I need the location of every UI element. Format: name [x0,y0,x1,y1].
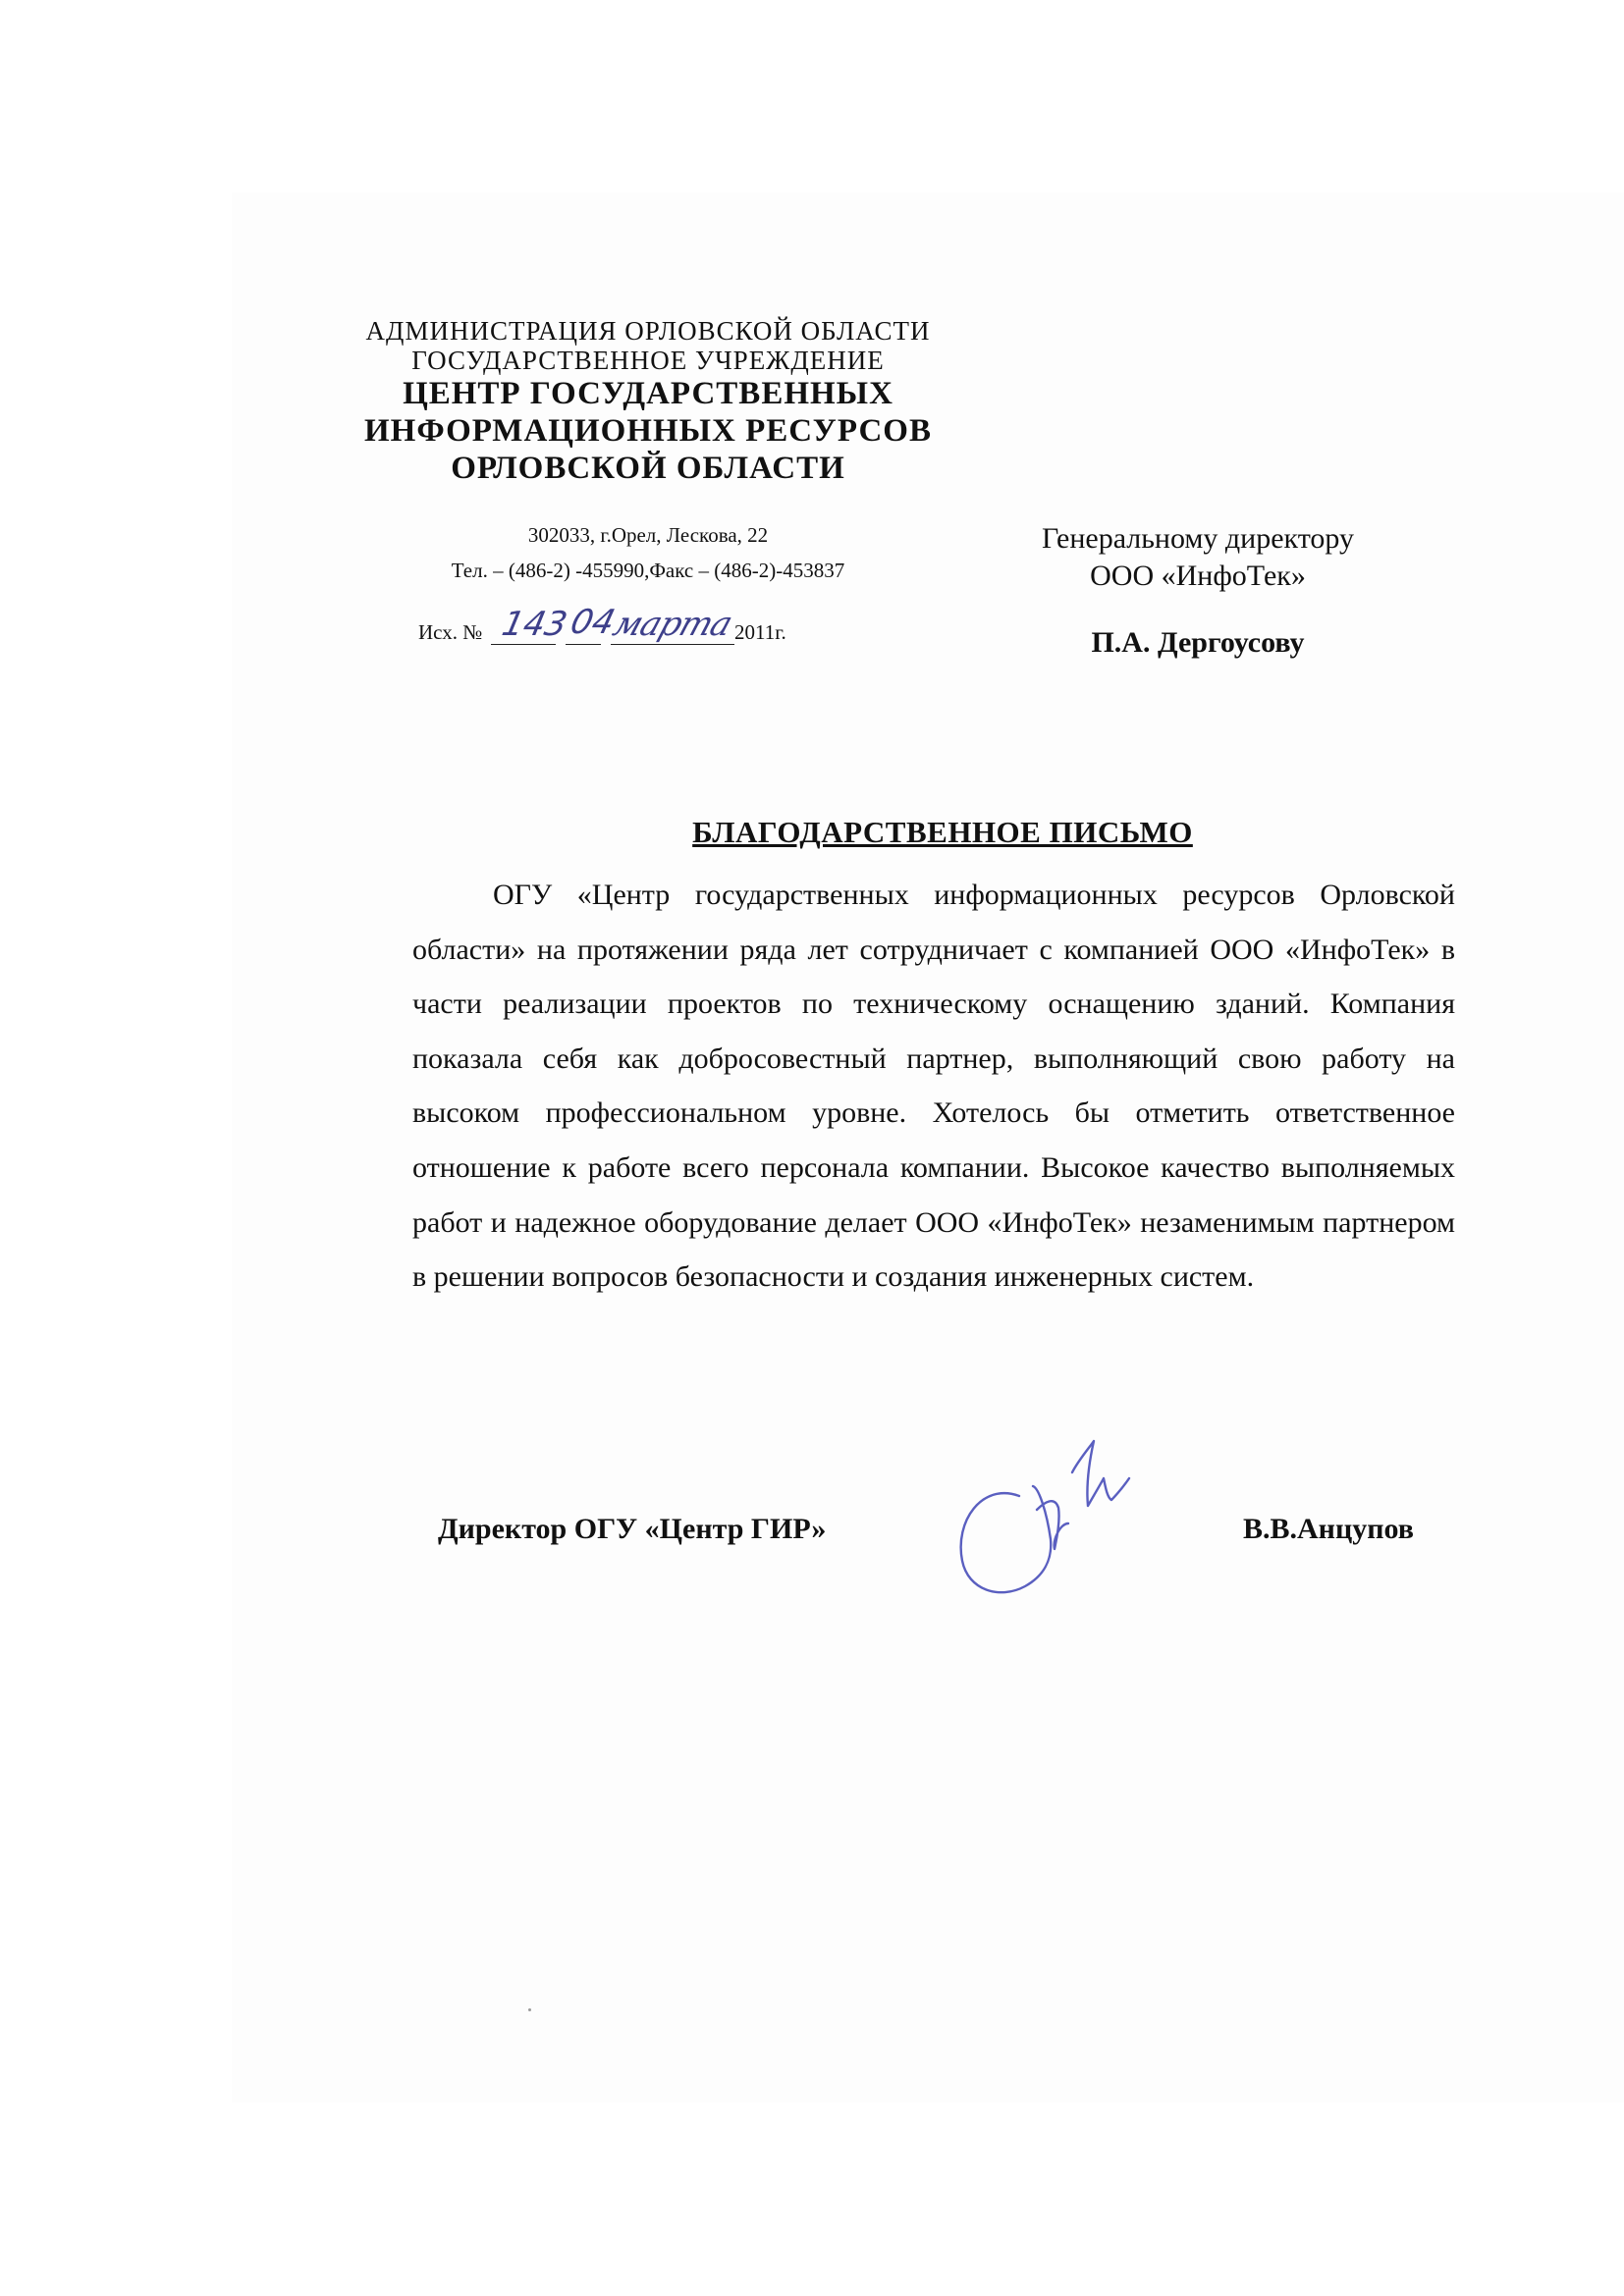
recipient-position: Генеральному директору [1041,522,1355,555]
outgoing-reference [418,603,890,648]
recipient-name: П.А. Дергоусову [1091,626,1305,659]
sender-phone-fax: Тел. – (486-2) -455990,Факс – (486-2)-453837 [451,559,845,582]
recipient-block [992,520,1404,662]
signatory-name: В.В.Анцупов [1243,1513,1414,1545]
month-underline [611,644,734,645]
sender-letterhead [334,316,962,487]
handwritten-signature [943,1414,1237,1629]
sender-address: 302033, г.Орел, Лескова, 22 [527,523,769,547]
sender-administration: АДМИНИСТРАЦИЯ ОРЛОВСКОЙ ОБЛАСТИ [365,316,931,346]
handwritten-number: 143 [498,605,571,644]
document-title: БЛАГОДАРСТВЕННОЕ ПИСЬМО [692,815,1193,849]
outgoing-label: Исх. № [418,620,483,644]
sender-org-name-line3: ОРЛОВСКОЙ ОБЛАСТИ [451,451,845,486]
recipient-company: ООО «ИнфоТек» [1090,560,1306,592]
scan-speck [528,2008,531,2011]
number-underline [491,644,556,645]
sender-org-name-line1: ЦЕНТР ГОСУДАРСТВЕННЫХ [403,376,893,411]
outgoing-year: 2011г. [734,620,786,644]
day-underline [566,644,601,645]
signatory-position: Директор ОГУ «Центр ГИР» [438,1513,827,1545]
letter-body: ОГУ «Центр государственных информационных ресурсов Орловской области» на протяжении ряда лет сотрудничает с компанией ООО «ИнфоТек» в части реализации проектов по техническому оснащению зданий. Компания показала себя как добросовестный партнер, выполняющий свою работу на высоком профессиональном уровне. Хотелось бы отметить ответственное отношение к работе всего персонала компании. Высокое качество выполняемых работ и надежное оборудование делает ООО «ИнфоТек» незаменимым партнером в решении вопросов безопасности и создания инженерных систем. [412,879,1455,1294]
sender-institution-type: ГОСУДАРСТВЕННОЕ УЧРЕЖДЕНИЕ [411,346,885,375]
sender-org-name-line2: ИНФОРМАЦИОННЫХ РЕСУРСОВ [364,413,932,449]
handwritten-month: марта [608,605,737,644]
handwritten-day: 04 [567,603,620,642]
